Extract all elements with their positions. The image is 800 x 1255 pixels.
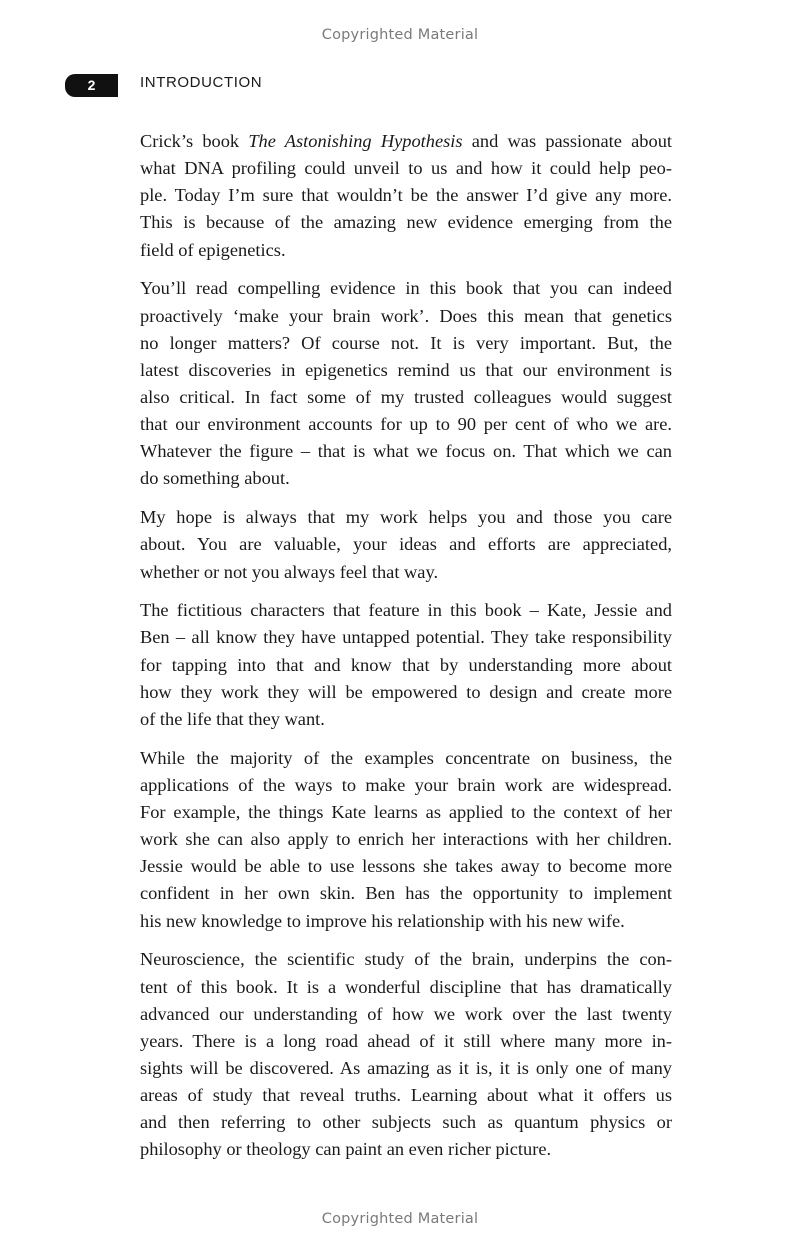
text-line: ple. Today I’m sure that wouldn’t be the answer I’d give any more. — [140, 185, 672, 206]
text-line: about. You are valuable, your ideas and efforts are appreciated, — [140, 534, 672, 555]
text-line: While the majority of the examples concentrate on business, the — [140, 747, 672, 768]
text-line: of the life that they want. — [140, 708, 325, 729]
body-text — [140, 128, 672, 1175]
text-line: whether or not you always feel that way. — [140, 561, 439, 582]
text-line: Jessie would be able to use lessons she takes away to become more — [140, 856, 672, 877]
text-line: advanced our understanding of how we work over the last twenty — [140, 1003, 672, 1024]
text-line: also critical. In fact some of my trusted colleagues would suggest — [140, 387, 672, 407]
paragraph — [140, 597, 672, 733]
text-line: field of epigenetics. — [140, 239, 286, 260]
text-line — [140, 128, 672, 155]
text-line: Neuroscience, the scientific study of the brain, underpins the con- — [140, 949, 672, 970]
text-segment: Crick’s book — [140, 131, 249, 151]
text-line: no longer matters? Of course not. It is very important. But, the — [140, 332, 672, 353]
paragraph — [140, 275, 672, 492]
book-title: The Astonishing Hypothesis — [248, 131, 463, 151]
text-line: his new knowledge to improve his relationship with his new wife. — [140, 910, 625, 931]
text-line: The fictitious characters that feature in this book – Kate, Jessie and — [140, 600, 672, 621]
text-line: and then referring to other subjects such as quantum physics or — [140, 1112, 672, 1133]
running-head: INTRODUCTION — [140, 74, 263, 91]
text-line: proactively ‘make your brain work’. Does this mean that genetics — [140, 305, 672, 326]
text-line: that our environment accounts for up to 90 per cent of who we are. — [140, 414, 672, 435]
text-line: how they work they will be empowered to design and create more — [140, 681, 672, 702]
text-line: latest discoveries in epigenetics remind us that our environment is — [140, 359, 672, 380]
copyright-watermark-top: Copyrighted Material — [321, 27, 479, 43]
text-line: You’ll read compelling evidence in this book that you can indeed — [140, 278, 672, 299]
paragraph — [140, 946, 672, 1163]
paragraph — [140, 745, 672, 935]
text-segment: and was passionate about — [462, 131, 672, 151]
text-line: applications of the ways to make your brain work are widespread. — [140, 774, 672, 795]
text-line: do something about. — [140, 468, 290, 489]
paragraph — [140, 504, 672, 585]
text-line: what DNA profiling could unveil to us and how it could help peo- — [140, 158, 672, 179]
text-line: tent of this book. It is a wonderful discipline that has dramatically — [140, 976, 672, 997]
copyright-watermark-bottom: Copyrighted Material — [321, 1211, 479, 1227]
text-line: This is because of the amazing new evidence emerging from the — [140, 212, 672, 233]
text-line: areas of study that reveal truths. Learning about what it offers us — [140, 1085, 672, 1106]
text-line: My hope is always that my work helps you and those you care — [140, 507, 672, 528]
text-line: confident in her own skin. Ben has the opportunity to implement — [140, 883, 672, 904]
page-number-badge: 2 — [65, 74, 118, 97]
text-line: Whatever the figure – that is what we focus on. That which we can — [140, 441, 672, 462]
text-line: for tapping into that and know that by understanding more about — [140, 654, 672, 675]
text-line: years. There is a long road ahead of it still where many more in- — [140, 1030, 672, 1051]
text-line: work she can also apply to enrich her interactions with her children. — [140, 829, 672, 850]
paragraph — [140, 128, 672, 264]
text-line: sights will be discovered. As amazing as it is, it is only one of many — [140, 1057, 672, 1078]
text-line: Ben – all know they have untapped potential. They take responsibility — [140, 627, 672, 648]
text-line: For example, the things Kate learns as applied to the context of her — [140, 801, 672, 822]
text-line: philosophy or theology can paint an even richer picture. — [140, 1139, 552, 1160]
